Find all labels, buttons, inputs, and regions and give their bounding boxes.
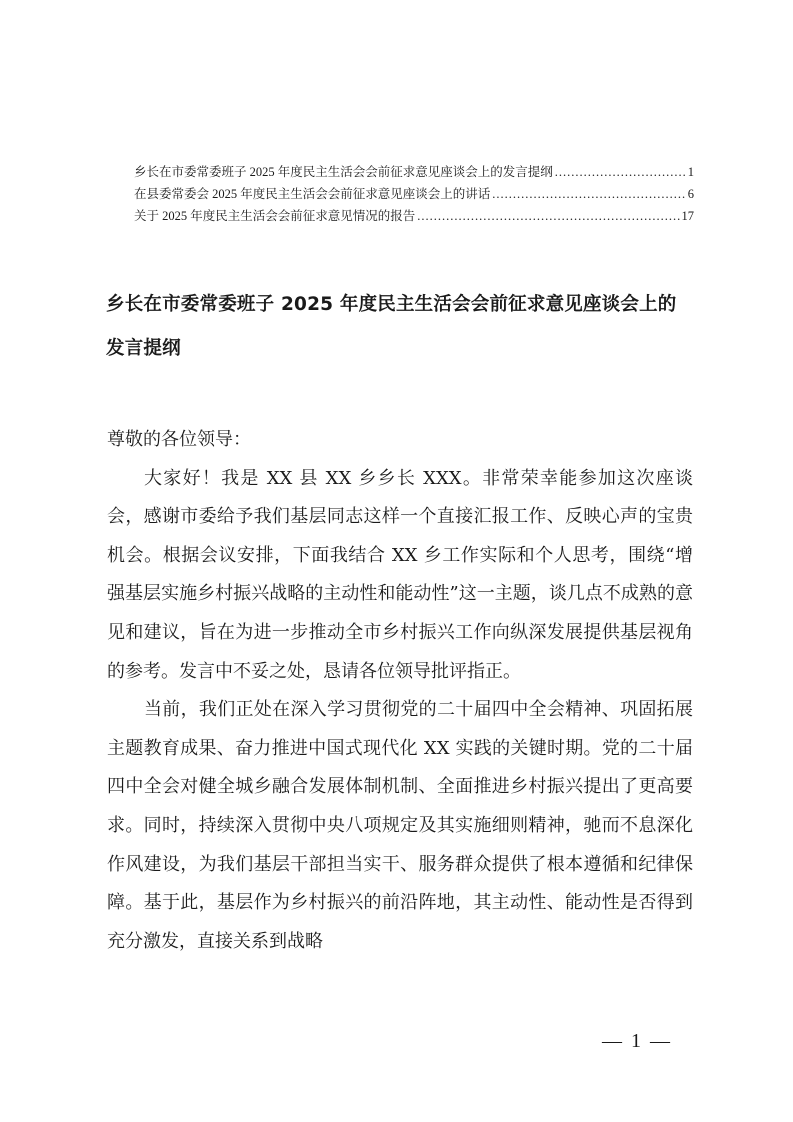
toc-entry-title: 在县委常委会 2025 年度民主生活会会前征求意见座谈会上的讲话: [134, 187, 491, 201]
document-body: [107, 421, 693, 961]
salutation: 尊敬的各位领导：: [107, 429, 251, 450]
toc-entry[interactable]: [134, 205, 694, 227]
toc-leader-dots: [555, 161, 686, 183]
toc-entry-page: 6: [687, 187, 694, 201]
document-title-line-2: 发言提纲: [106, 338, 181, 359]
document-title-line-1: 乡长在市委常委班子 2025 年度民主生活会会前征求意见座谈会上的: [106, 294, 677, 315]
toc-entry-title: 乡长在市委常委班子 2025 年度民主生活会会前征求意见座谈会上的发言提纲: [134, 165, 553, 179]
body-paragraph: 当前，我们正处在深入学习贯彻党的二十届四中全会精神、巩固拓展主题教育成果、奋力推进中国式现代化 XX 实践的关键时期。党的二十届四中全会对健全城乡融合发展体制机制、全面推进乡村振兴提出了更高要求。同时，持续深入贯彻中央八项规定及其实施细则精神，驰而不息深化作风建设，为我们基层干部担当实干、服务群众提供了根本遵循和纪律保障。基于此，基层作为乡村振兴的前沿阵地，其主动性、能动性是否得到充分激发，直接关系到战略: [107, 699, 693, 952]
toc-leader-dots: [492, 183, 685, 205]
toc-entry-page: 17: [681, 209, 694, 223]
page-number: — 1 —: [602, 1030, 672, 1052]
toc-entry[interactable]: [134, 161, 694, 183]
toc-entry-title: 关于 2025 年度民主生活会会前征求意见情况的报告: [134, 209, 416, 223]
table-of-contents: [134, 161, 694, 227]
body-paragraph: 大家好！我是 XX 县 XX 乡乡长 XXX。非常荣幸能参加这次座谈会，感谢市委给予我们基层同志这样一个直接汇报工作、反映心声的宝贵机会。根据会议安排，下面我结合 XX 乡工作实际和个人思考，围绕“增强基层实施乡村振兴战略的主动性和能动性”这一主题，谈几点不成熟的意见和建议，旨在为进一步推动全市乡村振兴工作向纵深发展提供基层视角的参考。发言中不妥之处，恳请各位领导批评指正。: [107, 467, 693, 682]
toc-entry-page: 1: [687, 165, 694, 179]
toc-leader-dots: [417, 205, 679, 227]
document-title: [106, 283, 696, 371]
toc-entry[interactable]: [134, 183, 694, 205]
